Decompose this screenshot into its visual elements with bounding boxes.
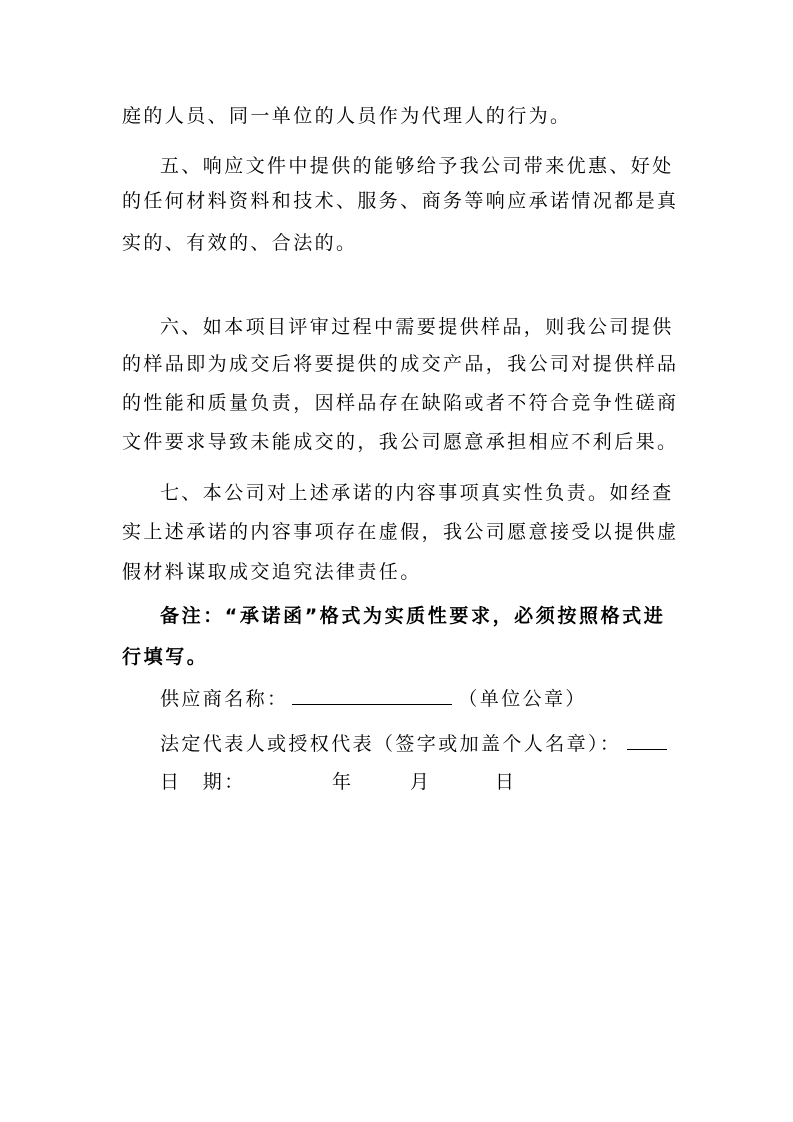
supplier-name-label: 供应商名称： xyxy=(160,688,289,710)
legal-representative-label: 法定代表人或授权代表（签字或加盖个人名章）： xyxy=(160,733,622,755)
paragraph-5-line-2: 的任何材料资料和技术、服务、商务等响应承诺情况都是真 xyxy=(122,190,679,212)
date-day-label: 日 xyxy=(495,771,517,793)
legal-representative-row xyxy=(160,731,667,756)
supplier-name-row xyxy=(160,686,587,711)
paragraph-4-tail: 庭的人员、同一单位的人员作为代理人的行为。 xyxy=(122,105,572,127)
paragraph-7-line-3: 假材料谋取成交追究法律责任。 xyxy=(122,561,422,583)
paragraph-5-line-1: 五、响应文件中提供的能够给予我公司带来优惠、好处 xyxy=(160,155,674,177)
supplier-name-blank[interactable] xyxy=(292,686,452,705)
supplier-seal-note: （单位公章） xyxy=(458,688,587,710)
note-line-2: 行填写。 xyxy=(122,646,209,668)
legal-representative-blank[interactable] xyxy=(627,731,667,750)
paragraph-6-line-3: 的性能和质量负责，因样品存在缺陷或者不符合竞争性磋商 xyxy=(122,392,679,414)
date-row xyxy=(160,770,560,794)
date-year-label: 年 xyxy=(332,771,354,793)
paragraph-6-line-1: 六、如本项目评审过程中需要提供样品，则我公司提供 xyxy=(160,316,674,338)
paragraph-6-line-2: 的样品即为成交后将要提供的成交产品，我公司对提供样品 xyxy=(122,353,679,375)
date-label: 日 期： xyxy=(160,771,246,793)
note-line-1: 备注：“承诺函”格式为实质性要求，必须按照格式进 xyxy=(160,605,666,627)
paragraph-5-line-3: 实的、有效的、合法的。 xyxy=(122,232,358,254)
paragraph-6-line-4: 文件要求导致未能成交的，我公司愿意承担相应不利后果。 xyxy=(122,431,679,453)
date-month-label: 月 xyxy=(410,771,432,793)
paragraph-7-line-2: 实上述承诺的内容事项存在虚假，我公司愿意接受以提供虚 xyxy=(122,521,679,543)
paragraph-7-line-1: 七、本公司对上述承诺的内容事项真实性负责。如经查 xyxy=(160,482,674,504)
